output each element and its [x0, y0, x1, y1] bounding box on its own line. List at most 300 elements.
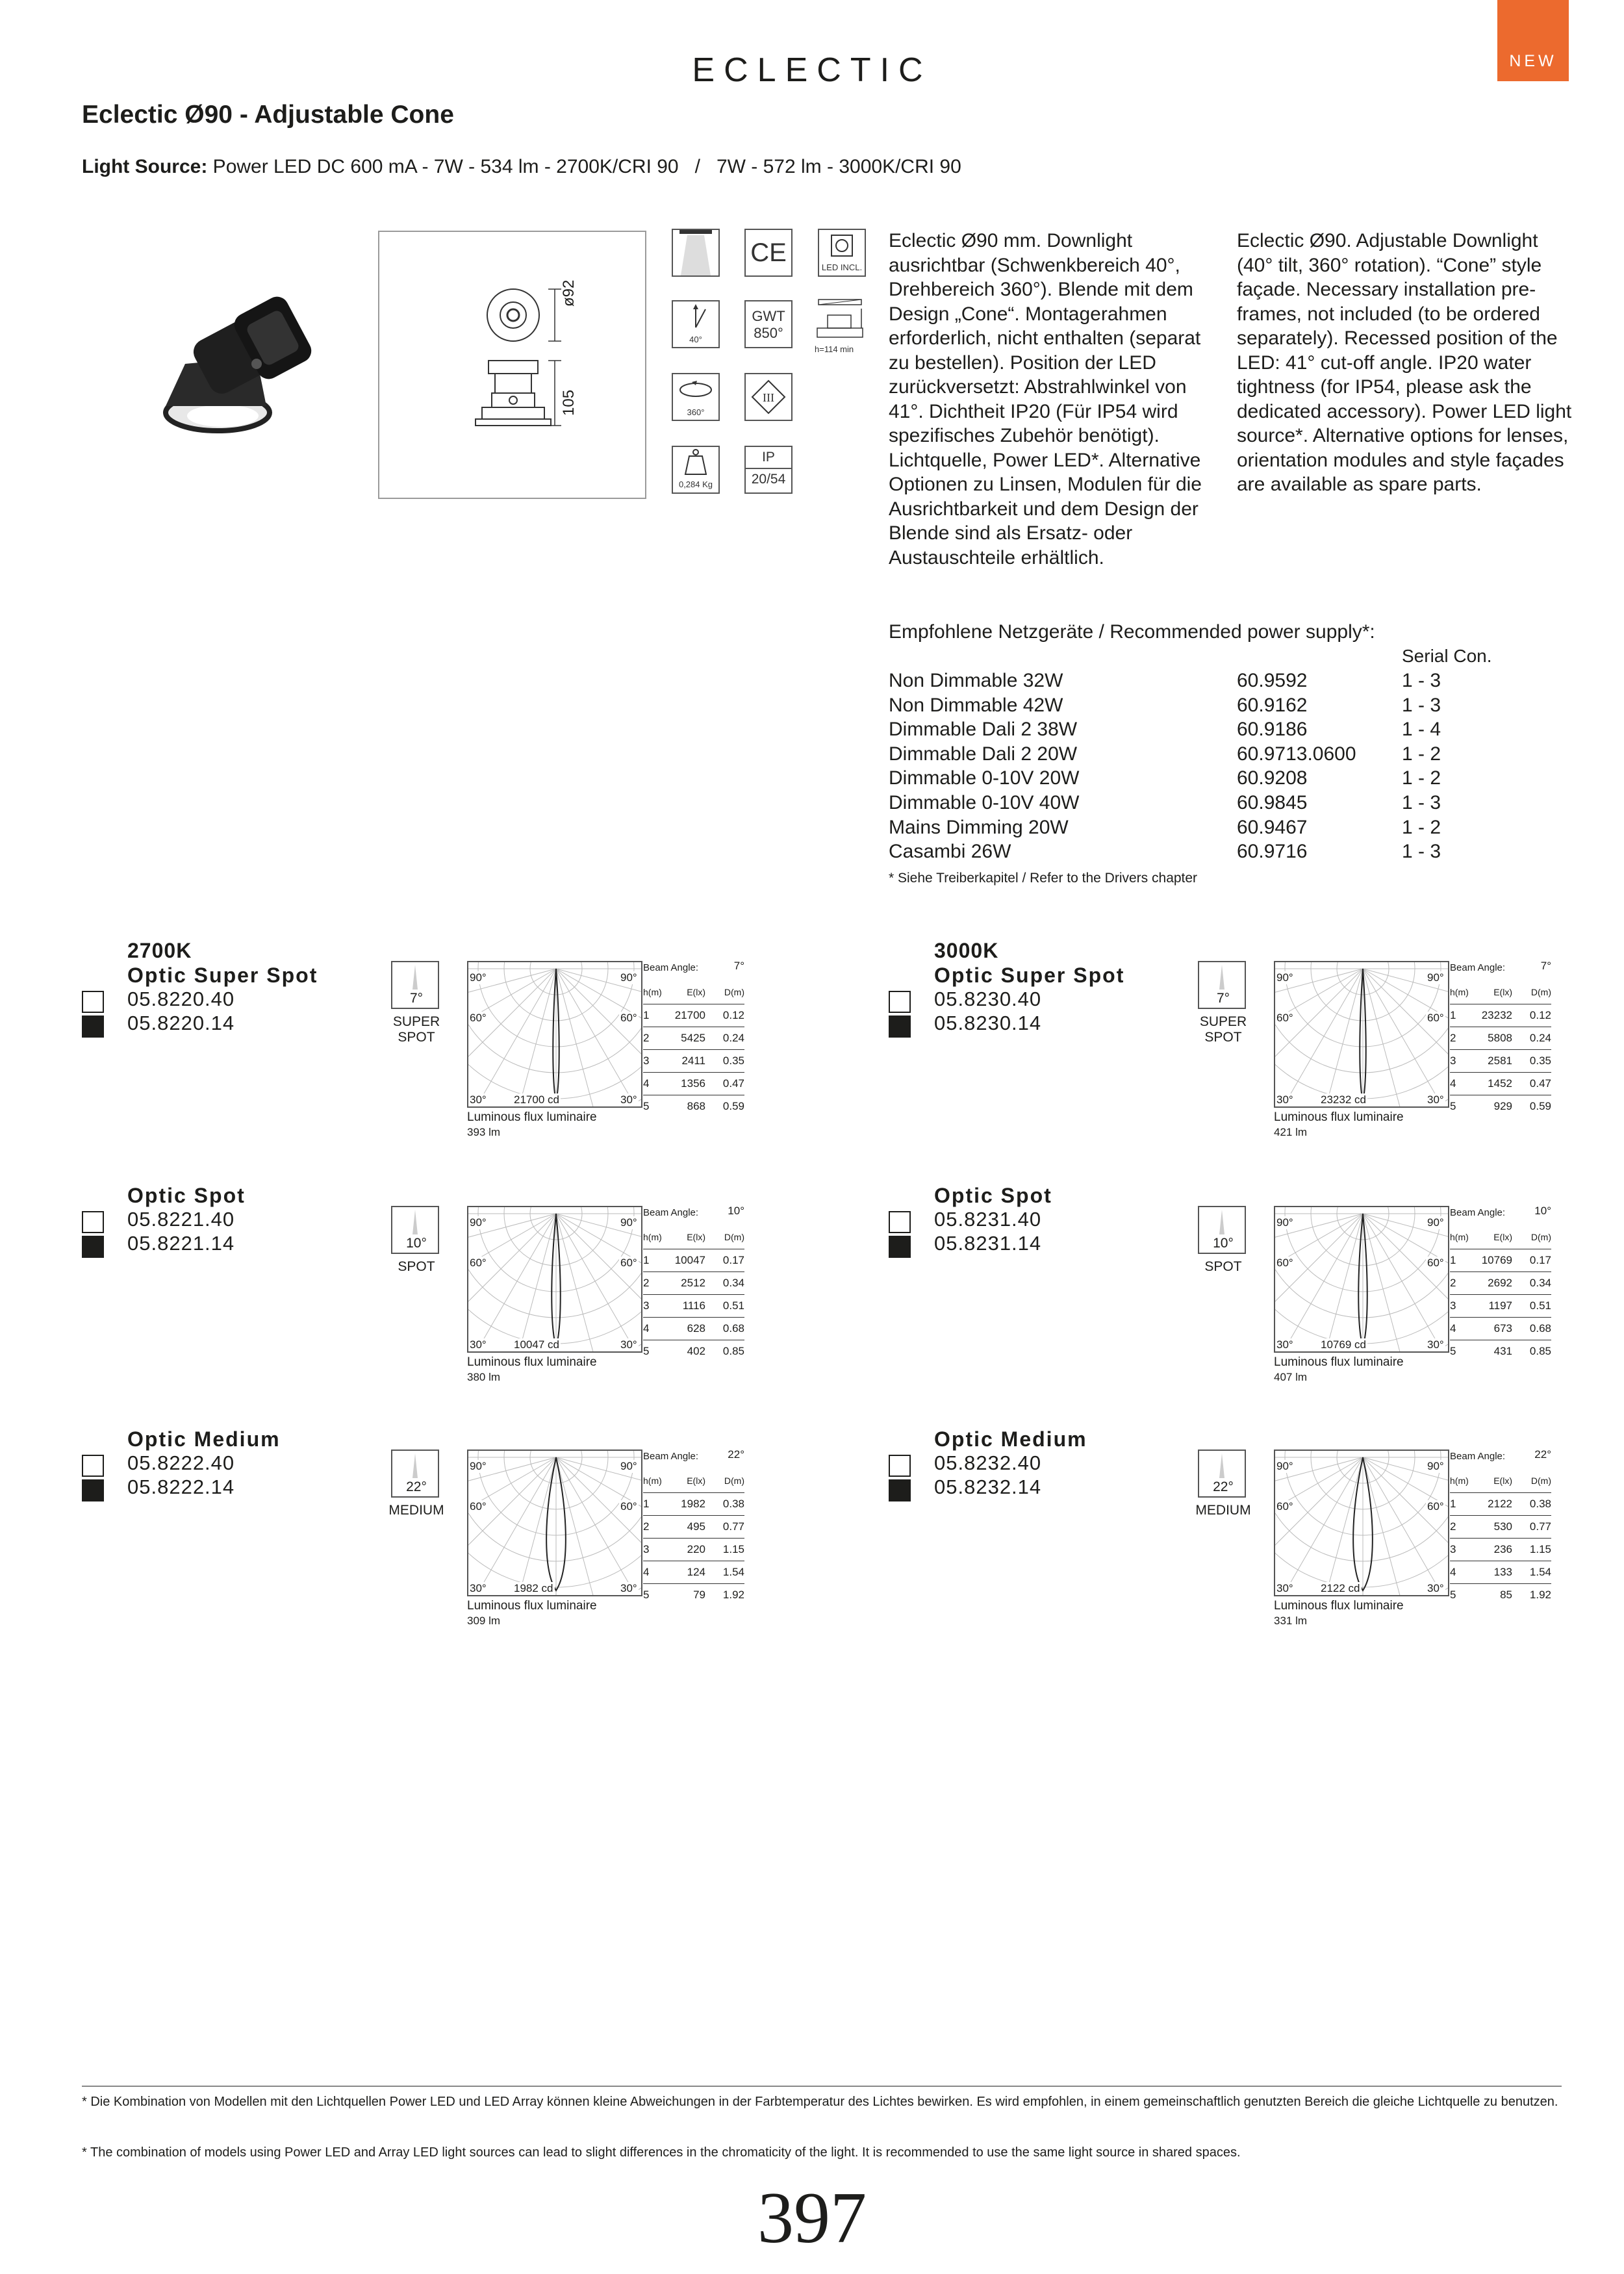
polar-angle-label: 90°: [1276, 971, 1293, 984]
photometric-row: [1450, 1050, 1551, 1073]
cell-illuminance: 10769: [1481, 1254, 1512, 1266]
cell-illuminance: 431: [1493, 1345, 1512, 1357]
polar-diagram: [1274, 1206, 1449, 1353]
beam-angle-value: 7°: [733, 960, 744, 972]
beam-angle-value: 7°: [1540, 960, 1551, 972]
polar-angle-label: 60°: [1427, 1012, 1444, 1024]
cell-diameter: 0.59: [1529, 1100, 1551, 1112]
cell-height: 1: [643, 1009, 650, 1021]
polar-grid-ray: [1275, 1214, 1363, 1351]
polar-grid-ray: [1363, 969, 1449, 1106]
class-iii-icon: [744, 373, 793, 421]
cell-diameter: 1.92: [1529, 1589, 1551, 1601]
cell-diameter: 0.34: [722, 1277, 744, 1289]
recess-depth-icon: [815, 296, 869, 354]
article-code-white[interactable]: 05.8232.40: [934, 1451, 1042, 1474]
col-illuminance: E(lx): [1493, 1232, 1512, 1242]
photometric-row: [1450, 1073, 1551, 1095]
power-supply-title: Empfohlene Netzgeräte / Recommended power supply*:: [889, 621, 1375, 643]
polar-grid-ray: [1312, 969, 1363, 1108]
ce-mark-icon: CE: [744, 229, 793, 277]
power-code: 60.9716: [1237, 841, 1308, 863]
cell-height: 5: [643, 1345, 650, 1357]
optic-title: Optic Medium: [127, 1427, 281, 1451]
tilt-icon: [672, 300, 720, 348]
cell-height: 1: [643, 1498, 650, 1510]
power-name: Non Dimmable 32W: [889, 670, 1063, 691]
polar-grid-ray: [1363, 1457, 1414, 1596]
cell-height: 1: [1450, 1009, 1456, 1021]
cell-height: 4: [1450, 1566, 1456, 1578]
article-code-black[interactable]: 05.8231.14: [934, 1232, 1042, 1255]
cell-diameter: 0.17: [1529, 1254, 1551, 1266]
polar-curve-diagram: [1275, 962, 1449, 1108]
power-name: Non Dimmable 42W: [889, 694, 1063, 716]
cell-height: 2: [1450, 1520, 1456, 1533]
cell-diameter: 0.77: [722, 1520, 744, 1533]
luminous-flux-label: Luminous flux luminaire: [467, 1355, 597, 1369]
col-height: h(m): [1450, 987, 1469, 997]
cell-illuminance: 2411: [681, 1054, 705, 1067]
beam-type-name: MEDIUM: [1195, 1503, 1251, 1518]
luminous-flux-label: Luminous flux luminaire: [467, 1599, 597, 1613]
cell-height: 3: [643, 1054, 650, 1067]
cell-illuminance: 1356: [681, 1077, 705, 1090]
beam-angle-value: 22°: [728, 1448, 744, 1461]
polar-grid-ray: [556, 1214, 642, 1353]
power-serial: 1 - 3: [1402, 670, 1441, 691]
polar-angle-label: 30°: [470, 1093, 487, 1106]
luminous-flux-label: Luminous flux luminaire: [1274, 1355, 1404, 1369]
polar-grid-ray: [556, 969, 642, 1108]
color-temperature-label: 3000K: [934, 939, 999, 962]
black-finish-swatch: [82, 1236, 104, 1258]
polar-grid-ray: [1312, 1457, 1363, 1596]
power-code: 60.9467: [1237, 816, 1308, 838]
photometric-row: [643, 1318, 744, 1340]
cell-height: 5: [1450, 1589, 1456, 1601]
cell-diameter: 0.85: [1529, 1345, 1551, 1357]
cell-diameter: 0.59: [722, 1100, 744, 1112]
cell-height: 2: [1450, 1277, 1456, 1289]
cell-diameter: 0.35: [722, 1054, 744, 1067]
photometric-row: [1450, 1584, 1551, 1607]
weight-label: 0,284 Kg: [678, 479, 713, 489]
photometric-table: [643, 1207, 744, 1363]
col-height: h(m): [643, 1476, 662, 1486]
polar-angle-label: 30°: [1276, 1093, 1293, 1106]
polar-curve-diagram: [468, 962, 642, 1108]
beam-angle-degree: 22°: [406, 1479, 427, 1494]
polar-grid-ray: [468, 1214, 556, 1351]
optic-title: Optic Spot: [127, 1184, 246, 1207]
led-included-label: LED INCL.: [821, 262, 863, 272]
power-name: Dimmable 0-10V 40W: [889, 792, 1080, 813]
article-code-black[interactable]: 05.8230.14: [934, 1012, 1042, 1034]
power-code: 60.9713.0600: [1237, 743, 1356, 765]
cell-diameter: 1.54: [722, 1566, 744, 1578]
polar-angle-label: 60°: [620, 1257, 637, 1269]
cell-diameter: 1.15: [722, 1543, 744, 1555]
col-illuminance: E(lx): [1493, 987, 1512, 997]
beam-angle-header: [643, 1448, 744, 1470]
beam-angle-caption: Beam Angle:: [643, 1207, 699, 1218]
recess-label: h=114 min: [815, 344, 854, 354]
polar-angle-label: 30°: [1427, 1338, 1444, 1351]
glow-wire-test-icon: [744, 300, 793, 348]
photometric-row: [1450, 1561, 1551, 1584]
cell-diameter: 0.47: [722, 1077, 744, 1090]
col-diameter: D(m): [724, 1476, 744, 1486]
polar-curve-diagram: [1275, 1207, 1449, 1353]
ip-value: 20/54: [751, 472, 786, 487]
article-code-white[interactable]: 05.8230.40: [934, 988, 1042, 1010]
photometric-row: [643, 1027, 744, 1050]
cell-illuminance: 628: [687, 1322, 705, 1335]
polar-angle-label: 90°: [620, 971, 637, 984]
polar-grid-ray: [556, 1457, 642, 1595]
cell-height: 3: [1450, 1543, 1456, 1555]
polar-angle-label: 60°: [470, 1012, 487, 1024]
polar-grid-ring: [1275, 1207, 1449, 1353]
polar-curve-diagram: [1275, 1451, 1449, 1596]
ip-rating-icon: [744, 446, 793, 494]
polar-grid-ray: [556, 1214, 607, 1353]
beam-angle-caption: Beam Angle:: [643, 1451, 699, 1462]
cell-illuminance: 220: [687, 1543, 705, 1555]
polar-grid-ray: [1275, 969, 1363, 1108]
beam-angle-header: [643, 1207, 744, 1227]
cell-diameter: 0.35: [1529, 1054, 1551, 1067]
cell-diameter: 1.92: [722, 1589, 744, 1601]
polar-curve-diagram: [468, 1207, 642, 1353]
cell-illuminance: 10047: [674, 1254, 705, 1266]
cell-height: 2: [643, 1520, 650, 1533]
polar-grid-ray: [1275, 1457, 1363, 1595]
polar-angle-label: 30°: [1427, 1093, 1444, 1106]
photometric-row: [643, 1561, 744, 1584]
gwt-label: GWT: [752, 308, 785, 324]
cell-illuminance: 929: [1493, 1100, 1512, 1112]
polar-grid-ring: [1275, 1451, 1449, 1561]
cell-illuminance: 23232: [1481, 1009, 1512, 1021]
product-title: Eclectic Ø90 - Adjustable Cone: [82, 101, 454, 129]
color-temperature-label: 2700K: [127, 939, 192, 962]
power-serial: 1 - 3: [1402, 841, 1441, 863]
polar-grid-ray: [556, 1214, 642, 1351]
polar-grid-ray: [468, 1214, 556, 1353]
photometric-row: [1450, 1095, 1551, 1118]
polar-grid-ray: [468, 969, 556, 1106]
col-height: h(m): [1450, 1232, 1469, 1242]
luminous-flux-value: 309 lm: [467, 1615, 501, 1627]
photometric-table: [1450, 962, 1551, 1118]
photometric-table-header: [643, 1470, 744, 1493]
polar-grid-ring: [468, 1451, 642, 1596]
beam-angle-header: [1450, 962, 1551, 982]
polar-grid-ray: [505, 969, 556, 1108]
article-code-black[interactable]: 05.8222.14: [127, 1476, 235, 1498]
optic-title: Optic Medium: [934, 1427, 1087, 1451]
light-beam-icon: [672, 229, 720, 277]
peak-intensity-label: 23232 cd: [1321, 1093, 1366, 1106]
cell-diameter: 0.47: [1529, 1077, 1551, 1090]
cell-diameter: 0.38: [1529, 1498, 1551, 1510]
cell-height: 5: [643, 1589, 650, 1601]
polar-angle-label: 30°: [1276, 1582, 1293, 1594]
peak-intensity-label: 10047 cd: [514, 1338, 559, 1351]
white-finish-swatch: [889, 991, 911, 1013]
photometric-row: [643, 1340, 744, 1363]
beam-angle-degree: 7°: [1216, 991, 1230, 1006]
peak-intensity-label: 2122 cd: [1321, 1582, 1360, 1594]
power-serial: 1 - 3: [1402, 694, 1441, 716]
beam-angle-value: 10°: [728, 1205, 744, 1217]
photometric-table-header: [643, 982, 744, 1004]
beam-angle-caption: Beam Angle:: [1450, 1451, 1506, 1462]
cell-illuminance: 1452: [1488, 1077, 1512, 1090]
beam-angle-degree: 22°: [1213, 1479, 1234, 1494]
brand-title: ECLECTIC: [692, 51, 932, 89]
polar-angle-label: 30°: [620, 1338, 637, 1351]
luminous-flux-value: 407 lm: [1274, 1371, 1308, 1383]
optic-title: Optic Spot: [934, 1184, 1052, 1207]
cell-diameter: 0.51: [722, 1299, 744, 1312]
cell-diameter: 0.38: [722, 1498, 744, 1510]
col-diameter: D(m): [724, 987, 744, 997]
polar-grid-ray: [556, 969, 607, 1108]
polar-grid-ray: [1363, 1214, 1449, 1353]
cell-illuminance: 236: [1493, 1543, 1512, 1555]
power-code: 60.9592: [1237, 670, 1308, 691]
article-code-black[interactable]: 05.8232.14: [934, 1476, 1042, 1498]
photometric-table-header: [1450, 1227, 1551, 1249]
polar-angle-label: 30°: [1427, 1582, 1444, 1594]
power-name: Dimmable Dali 2 20W: [889, 743, 1078, 765]
photometric-row: [643, 1095, 744, 1118]
black-finish-swatch: [82, 1016, 104, 1038]
beam-angle-caption: Beam Angle:: [1450, 1207, 1506, 1218]
article-code-white[interactable]: 05.8221.40: [127, 1208, 235, 1231]
beam-angle-degree: 10°: [1213, 1236, 1234, 1251]
photometric-row: [1450, 1027, 1551, 1050]
footnote-english: * The combination of models using Power LED and Array LED light sources can lead to slight differences in the chromaticity of the light. It is recommended to use the same light source in shared spaces.: [82, 2145, 1241, 2160]
polar-angle-label: 90°: [1427, 1460, 1444, 1472]
power-name: Dimmable 0-10V 20W: [889, 767, 1080, 789]
power-name: Dimmable Dali 2 38W: [889, 719, 1078, 741]
cell-diameter: 0.77: [1529, 1520, 1551, 1533]
cell-height: 4: [1450, 1322, 1456, 1335]
cell-diameter: 0.24: [722, 1032, 744, 1044]
polar-angle-label: 60°: [620, 1500, 637, 1513]
col-diameter: D(m): [724, 1232, 744, 1242]
peak-intensity-label: 1982 cd: [514, 1582, 553, 1594]
cell-height: 2: [643, 1032, 650, 1044]
cell-illuminance: 2692: [1488, 1277, 1512, 1289]
power-serial: 1 - 2: [1402, 816, 1441, 838]
polar-grid-ray: [1363, 969, 1449, 1108]
cell-illuminance: 868: [687, 1100, 705, 1112]
polar-grid-ring: [468, 1207, 642, 1353]
beam-angle-caption: Beam Angle:: [643, 962, 699, 973]
beam-angle-header: [643, 962, 744, 982]
cell-illuminance: 79: [693, 1589, 705, 1601]
led-included-icon: [818, 229, 866, 277]
polar-angle-label: 90°: [1427, 1216, 1444, 1229]
cell-illuminance: 85: [1500, 1589, 1512, 1601]
cell-height: 2: [643, 1277, 650, 1289]
cell-height: 1: [643, 1254, 650, 1266]
photometric-row: [1450, 1516, 1551, 1539]
light-source-line: [82, 156, 961, 178]
cell-height: 2: [1450, 1032, 1456, 1044]
polar-grid-ray: [556, 969, 642, 1106]
cell-diameter: 0.12: [722, 1009, 744, 1021]
article-code-black[interactable]: 05.8220.14: [127, 1012, 235, 1034]
photometric-table-header: [643, 1227, 744, 1249]
black-finish-swatch: [889, 1479, 911, 1501]
polar-grid-ray: [468, 1457, 556, 1595]
photometric-row: [643, 1539, 744, 1561]
power-serial: 1 - 3: [1402, 792, 1441, 813]
polar-angle-label: 90°: [620, 1460, 637, 1472]
col-height: h(m): [643, 987, 662, 997]
photometric-row: [643, 1004, 744, 1027]
polar-grid-ray: [505, 1457, 556, 1596]
white-finish-swatch: [82, 1455, 104, 1477]
cell-illuminance: 673: [1493, 1322, 1512, 1335]
luminous-flux-label: Luminous flux luminaire: [1274, 1599, 1404, 1613]
cell-illuminance: 495: [687, 1520, 705, 1533]
polar-angle-label: 90°: [470, 1460, 487, 1472]
cell-diameter: 0.68: [722, 1322, 744, 1335]
beam-angle-caption: Beam Angle:: [1450, 962, 1506, 973]
polar-angle-label: 30°: [470, 1338, 487, 1351]
class-label: III: [763, 391, 774, 404]
photometric-table: [1450, 1207, 1551, 1363]
polar-grid-ray: [556, 1457, 607, 1596]
power-code: 60.9208: [1237, 767, 1308, 789]
cell-illuminance: 2581: [1488, 1054, 1512, 1067]
cell-diameter: 1.54: [1529, 1566, 1551, 1578]
cell-height: 4: [643, 1566, 650, 1578]
power-code: 60.9162: [1237, 694, 1308, 716]
photometric-row: [1450, 1340, 1551, 1363]
beam-type-name: SUPER SPOT: [392, 1014, 440, 1045]
polar-grid-ray: [1363, 1214, 1414, 1353]
polar-angle-label: 30°: [620, 1582, 637, 1594]
polar-grid-ray: [505, 1214, 556, 1353]
cell-illuminance: 5425: [681, 1032, 705, 1044]
cell-illuminance: 21700: [674, 1009, 705, 1021]
col-diameter: D(m): [1530, 987, 1551, 997]
rotation-label: 360°: [687, 407, 705, 417]
cell-height: 1: [1450, 1498, 1456, 1510]
photometric-row: [643, 1584, 744, 1607]
cell-diameter: 0.12: [1529, 1009, 1551, 1021]
polar-angle-label: 60°: [620, 1012, 637, 1024]
ip-label: IP: [746, 447, 791, 469]
col-height: h(m): [643, 1232, 662, 1242]
cell-diameter: 0.17: [722, 1254, 744, 1266]
col-illuminance: E(lx): [687, 987, 705, 997]
article-code-black[interactable]: 05.8221.14: [127, 1232, 235, 1255]
cell-height: 3: [643, 1543, 650, 1555]
col-illuminance: E(lx): [687, 1476, 705, 1486]
polar-angle-label: 60°: [1276, 1500, 1293, 1513]
photometric-table: [643, 1448, 744, 1607]
cell-height: 4: [643, 1322, 650, 1335]
footer-divider: [82, 2086, 1562, 2087]
beam-angle-degree: 7°: [409, 991, 424, 1006]
article-code-white[interactable]: 05.8220.40: [127, 988, 235, 1010]
beam-type-name: SPOT: [398, 1259, 435, 1274]
beam-angle-header: [1450, 1207, 1551, 1227]
polar-grid-ray: [1363, 1457, 1449, 1596]
power-code: 60.9845: [1237, 792, 1308, 813]
luminous-flux-label: Luminous flux luminaire: [467, 1110, 597, 1124]
optic-title: Optic Super Spot: [934, 964, 1125, 987]
col-illuminance: E(lx): [1493, 1476, 1512, 1486]
product-photo: [146, 286, 322, 442]
description-english: Eclectic Ø90. Adjustable Downlight (40° tilt, 360° rotation). “Cone” style façade. Necessary installation pre-frames, not included (to be ordered separately). Recessed position of the LED: 41° cut-off angle. IP20 water tightness (for IP54, please ask the dedicated accessory). Power LED light source*. Alternative options for lenses, orientation modules and style façades are available as spare parts.: [1237, 230, 1572, 495]
polar-grid-ray: [1363, 969, 1414, 1108]
photometric-row: [643, 1050, 744, 1073]
power-name: Mains Dimming 20W: [889, 816, 1069, 838]
cell-height: 3: [643, 1299, 650, 1312]
white-finish-swatch: [889, 1455, 911, 1477]
photometric-table: [643, 962, 744, 1118]
white-finish-swatch: [82, 991, 104, 1013]
white-finish-swatch: [889, 1211, 911, 1233]
cell-diameter: 0.68: [1529, 1322, 1551, 1335]
photometric-row: [1450, 1493, 1551, 1516]
new-badge: NEW: [1497, 0, 1569, 81]
black-finish-swatch: [889, 1016, 911, 1038]
light-source-label: Light Source:: [82, 156, 208, 177]
cell-illuminance: 133: [1493, 1566, 1512, 1578]
cell-diameter: 0.51: [1529, 1299, 1551, 1312]
beam-angle-value: 10°: [1534, 1205, 1551, 1217]
luminous-flux-value: 393 lm: [467, 1126, 501, 1138]
beam-type-name: MEDIUM: [388, 1503, 444, 1518]
photometric-row: [1450, 1004, 1551, 1027]
photometric-row: [1450, 1295, 1551, 1318]
polar-angle-label: 90°: [470, 971, 487, 984]
polar-diagram: [467, 1206, 642, 1353]
polar-diagram: [1274, 1450, 1449, 1596]
polar-grid-ring: [1275, 1451, 1449, 1596]
footnote-german: * Die Kombination von Modellen mit den Lichtquellen Power LED und LED Array können kleine Abweichungen in der Farbtemperatur des Lichtes bewirken. Es wird empfohlen, in einem gemeinschaftlich genutzten Bereich die gleiche Lichtquelle zu benutzen.: [82, 2095, 1558, 2109]
cell-illuminance: 1982: [681, 1498, 705, 1510]
article-code-white[interactable]: 05.8222.40: [127, 1451, 235, 1474]
cell-illuminance: 2122: [1488, 1498, 1512, 1510]
cell-illuminance: 1197: [1488, 1299, 1512, 1312]
power-name: Casambi 26W: [889, 841, 1011, 863]
photometric-row: [643, 1295, 744, 1318]
beam-angle-header: [1450, 1448, 1551, 1470]
technical-drawing: [378, 231, 646, 499]
polar-grid-ray: [468, 1457, 556, 1596]
article-code-white[interactable]: 05.8231.40: [934, 1208, 1042, 1231]
page-number: 397: [757, 2178, 867, 2258]
photometric-row: [643, 1272, 744, 1295]
polar-grid-ring: [468, 1451, 642, 1561]
polar-grid-ray: [1312, 1214, 1363, 1353]
polar-angle-label: 90°: [1276, 1460, 1293, 1472]
cell-height: 1: [1450, 1254, 1456, 1266]
cell-diameter: 0.34: [1529, 1277, 1551, 1289]
